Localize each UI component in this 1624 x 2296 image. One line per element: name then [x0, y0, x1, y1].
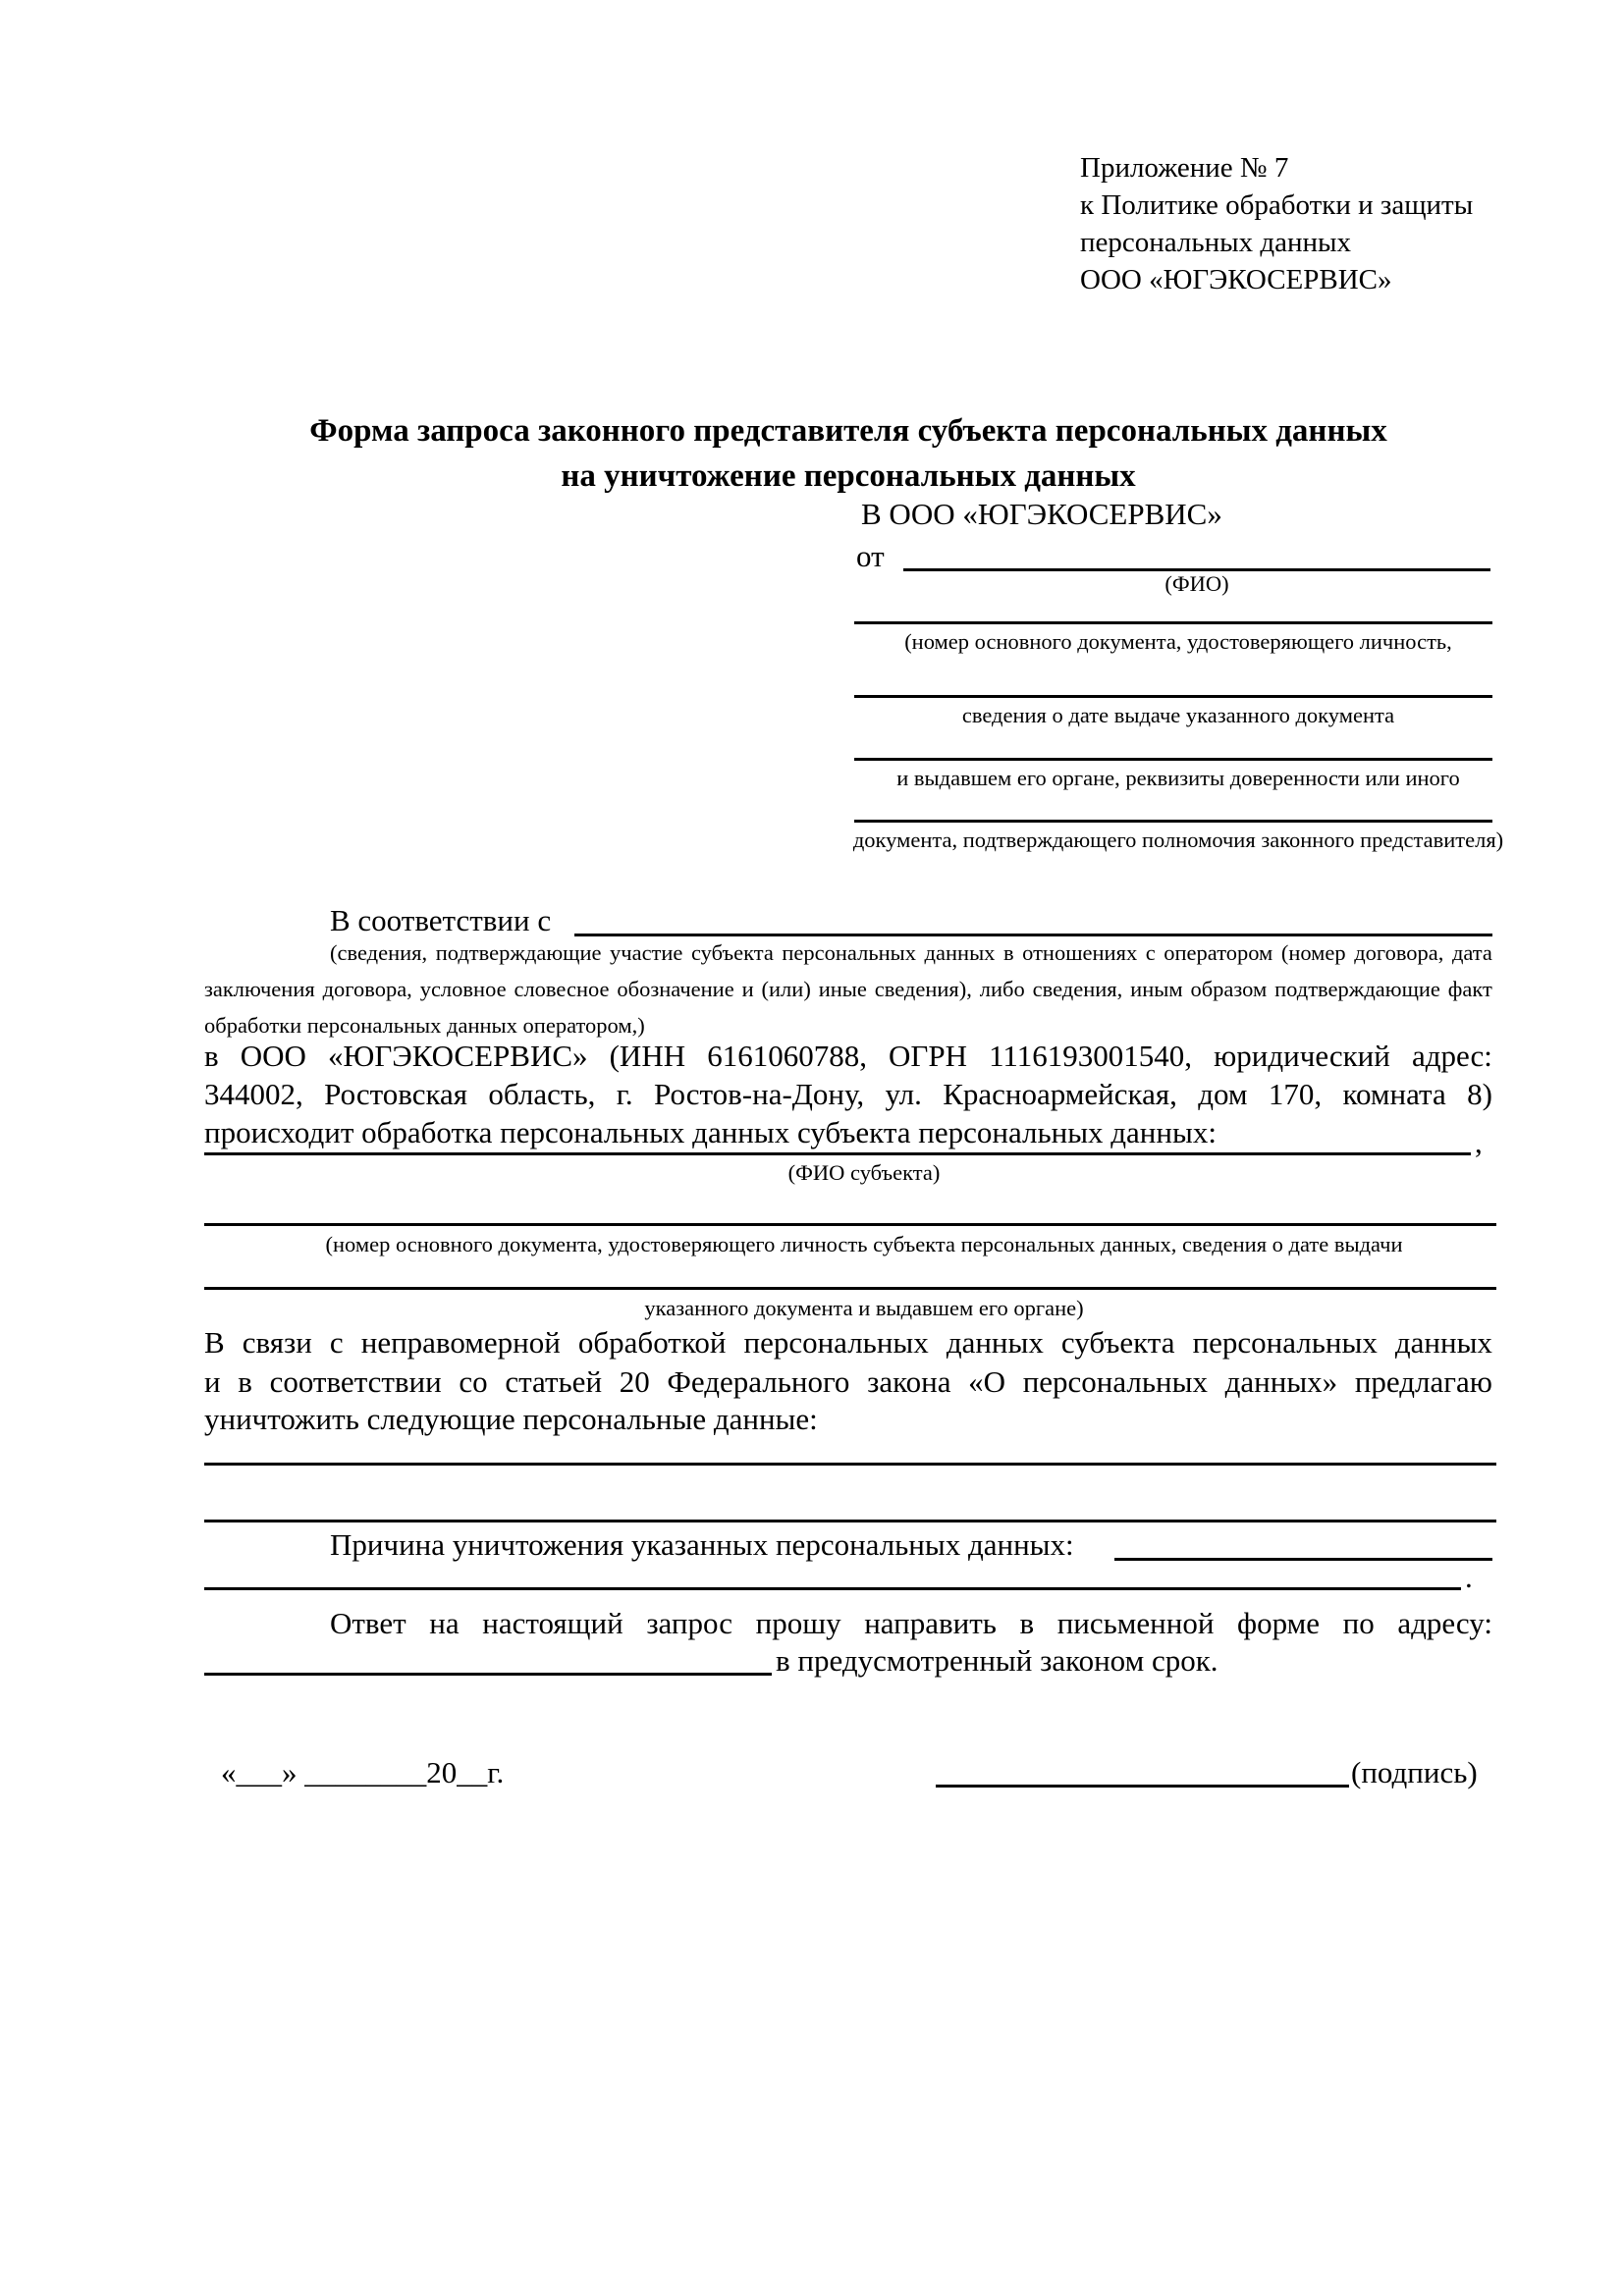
operator-line-2: 344002, Ростовская область, г. Ростов-на-Дону, ул. Красноармейская, дом 170, комната 8) [204, 1077, 1492, 1111]
subject-fio-caption: (ФИО субъекта) [787, 1160, 941, 1185]
reason-blank-field-inline [1114, 1558, 1492, 1561]
request-line-2: и в соответствии со статьей 20 Федерального закона «О персональных данных» предлагаю [204, 1364, 1492, 1399]
appendix-note [1080, 149, 1473, 298]
reason-period: . [1465, 1560, 1473, 1594]
representative-doc-caption-1: (номер основного документа, удостоверяющего личность, [904, 629, 1452, 654]
representative-doc-blank-field-3 [854, 758, 1492, 761]
accordance-caption-line-1: (сведения, подтверждающие участие субъекта персональных данных в отношениях с оператором (номер договора, дата [330, 940, 1492, 965]
appendix-note-line-1: Приложение № 7 [1080, 152, 1289, 184]
representative-doc-caption-3: и выдавшем его органе, реквизиты доверенности или иного [896, 766, 1460, 790]
date-field: «___» ________20__г. [221, 1755, 505, 1789]
accordance-caption-line-2: заключения договора, условное словесное обозначение и (или) иные сведения), либо сведения, иным образом подтверждающие факт [204, 977, 1492, 1001]
appendix-note-line-4: ООО «ЮГЭКОСЕРВИС» [1080, 264, 1392, 295]
reason-label: Причина уничтожения указанных персональных данных: [330, 1527, 1074, 1562]
answer-tail: в предусмотренный законом срок. [776, 1643, 1218, 1678]
representative-doc-blank-field-2 [854, 695, 1492, 698]
appendix-note-line-3: персональных данных [1080, 227, 1352, 258]
signature-blank-field [936, 1785, 1349, 1788]
representative-doc-blank-field-1 [854, 621, 1492, 624]
request-line-3: уничтожить следующие персональные данные: [204, 1402, 818, 1436]
representative-doc-blank-field-4 [854, 820, 1492, 823]
from-label: от [856, 539, 885, 573]
reason-blank-field-2 [204, 1587, 1461, 1590]
document-title-line-1: Форма запроса законного представителя субъекта персональных данных [309, 413, 1387, 449]
operator-line-1: в ООО «ЮГЭКОСЕРВИС» (ИНН 6161060788, ОГРН 1116193001540, юридический адрес: [204, 1039, 1492, 1073]
fio-caption: (ФИО) [1164, 571, 1229, 596]
signature-caption: (подпись) [1351, 1755, 1478, 1789]
subject-doc-caption-1: (номер основного документа, удостоверяющего личность субъекта персональных данных, сведения о дате выдачи [325, 1232, 1403, 1256]
answer-address-blank-field [204, 1673, 772, 1676]
addressee-organization: В ООО «ЮГЭКОСЕРВИС» [861, 497, 1222, 531]
subject-fio-blank-field [204, 1152, 1471, 1155]
data-blank-field-1 [204, 1463, 1496, 1466]
accordance-caption-line-3: обработки персональных данных оператором,) [204, 1013, 645, 1038]
accordance-lead: В соответствии с [330, 903, 552, 937]
accordance-blank-field [574, 934, 1492, 936]
answer-line: Ответ на настоящий запрос прошу направить в письменной форме по адресу: [330, 1606, 1492, 1640]
subject-doc-blank-field-2 [204, 1287, 1496, 1290]
subject-fio-comma: , [1475, 1125, 1483, 1159]
subject-doc-caption-2: указанного документа и выдавшем его органе) [644, 1296, 1084, 1320]
data-blank-field-2 [204, 1520, 1496, 1522]
representative-doc-caption-4: документа, подтверждающего полномочия законного представителя) [852, 828, 1504, 852]
document-title [204, 408, 1492, 499]
operator-line-3: происходит обработка персональных данных субъекта персональных данных: [204, 1115, 1217, 1149]
request-line-1: В связи с неправомерной обработкой персональных данных субъекта персональных данных [204, 1325, 1492, 1360]
subject-doc-blank-field-1 [204, 1223, 1496, 1226]
appendix-note-line-2: к Политике обработки и защиты [1080, 189, 1474, 221]
document-title-line-2: на уничтожение персональных данных [561, 458, 1136, 494]
representative-doc-caption-2: сведения о дате выдаче указанного документа [961, 703, 1395, 727]
